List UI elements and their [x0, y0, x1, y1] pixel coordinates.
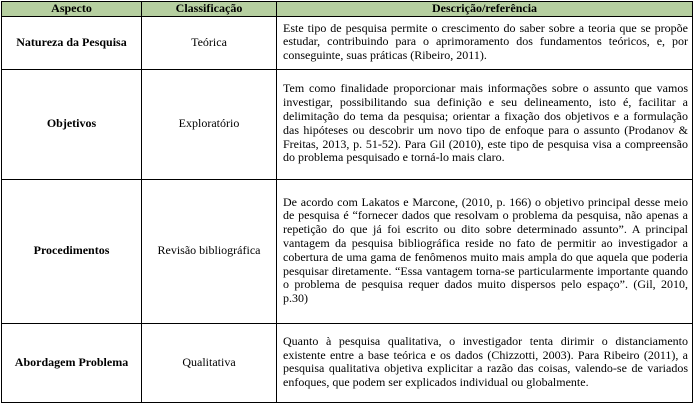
table-row — [2, 179, 693, 323]
description-cell: Quanto à pesquisa qualitativa, o investigador tenta dirimir o distanciamento existente entre a base teórica e os dados (Chizzotti, 2003). Para Ribeiro (2011), a pesquisa qualitativa objetiva explicitar a razão das coisas, valendo-se de variados enfoques, que podem ser explicados individual ou globalmente. — [277, 323, 693, 402]
header-description: Descrição/referência — [277, 2, 693, 17]
table-header-row — [2, 2, 693, 17]
table-row — [2, 16, 693, 69]
description-cell: Este tipo de pesquisa permite o crescimento do saber sobre a teoria que se propõe estudar, contribuindo para o aprimoramento dos fundamentos teóricos, e, por conseguinte, suas práticas (Ribeiro, 2011). — [277, 16, 693, 69]
table-row — [2, 323, 693, 402]
aspect-cell: Objetivos — [2, 69, 142, 179]
aspect-cell: Abordagem Problema — [2, 323, 142, 402]
aspect-cell: Procedimentos — [2, 179, 142, 323]
header-classification: Classificação — [142, 2, 277, 17]
classification-cell: Exploratório — [142, 69, 277, 179]
classification-cell: Revisão bibliográfica — [142, 179, 277, 323]
description-cell: De acordo com Lakatos e Marcone, (2010, p. 166) o objetivo principal desse meio de pesquisa é “fornecer dados que resolvam o problema da pesquisa, não apenas a repetição do que já foi escrito ou dito sobre determinado assunto”. A principal vantagem da pesquisa bibliográfica reside no fato de permitir ao investigador a cobertura de uma gama de fenômenos muito mais ampla do que aquela que poderia pesquisar diretamente. “Essa vantagem torna-se particularmente importante quando o problema de pesquisa requer dados muito dispersos pelo espaço”. (Gil, 2010, p.30) — [277, 179, 693, 323]
classification-cell: Qualitativa — [142, 323, 277, 402]
header-aspect: Aspecto — [2, 2, 142, 17]
research-methodology-table — [1, 1, 693, 403]
classification-cell: Teórica — [142, 16, 277, 69]
table-row — [2, 69, 693, 179]
aspect-cell: Natureza da Pesquisa — [2, 16, 142, 69]
description-cell: Tem como finalidade proporcionar mais informações sobre o assunto que vamos investigar, possibilitando sua definição e seu delineamento, isto é, facilitar a delimitação do tema da pesquisa; orientar a fixação dos objetivos e a formulação das hipóteses ou descobrir um novo tipo de enfoque para o assunto (Prodanov & Freitas, 2013, p. 51-52). Para Gil (2010), este tipo de pesquisa visa a compreensão do problema pesquisado e torná-lo mais claro. — [277, 69, 693, 179]
